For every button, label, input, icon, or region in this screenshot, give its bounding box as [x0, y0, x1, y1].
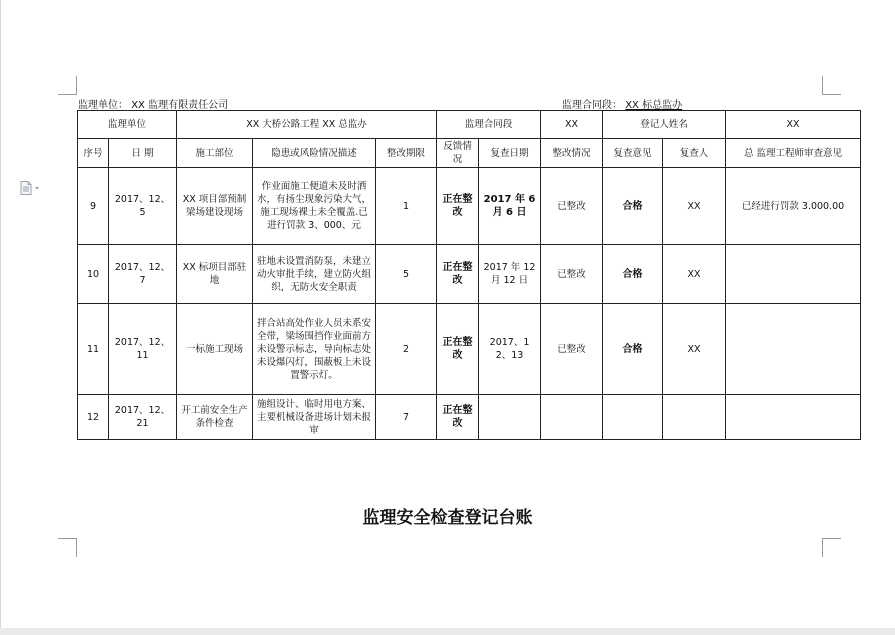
top-registrant-label[interactable]: 登记人姓名	[603, 111, 726, 139]
col-header-reviewer[interactable]: 复查人	[663, 139, 726, 168]
top-registrant-value[interactable]: XX	[726, 111, 861, 139]
cell-no[interactable]: 9	[78, 168, 109, 245]
cell-location[interactable]: 开工前安全生产条件检查	[177, 395, 253, 440]
col-header-opinion[interactable]: 复查意见	[603, 139, 663, 168]
cell-feedback[interactable]: 正在整改	[437, 168, 479, 245]
cell-chief-opinion[interactable]: 已经进行罚款 3.000.00	[726, 168, 861, 245]
cell-review-date[interactable]	[479, 395, 541, 440]
col-header-status[interactable]: 整改情况	[541, 139, 603, 168]
header-contract-label: 监理合同段：	[562, 100, 622, 111]
cell-status[interactable]	[541, 395, 603, 440]
cell-opinion[interactable]	[603, 395, 663, 440]
cell-status[interactable]: 已整改	[541, 304, 603, 395]
cell-review-date[interactable]: 2017 年 12 月 12 日	[479, 245, 541, 304]
cell-chief-opinion[interactable]	[726, 245, 861, 304]
top-contract-value[interactable]: XX	[541, 111, 603, 139]
col-header-feedback[interactable]: 反馈情况	[437, 139, 479, 168]
cell-deadline[interactable]: 2	[376, 304, 437, 395]
cell-chief-opinion[interactable]	[726, 304, 861, 395]
cell-status[interactable]: 已整改	[541, 168, 603, 245]
table-row	[78, 304, 861, 395]
table-row	[78, 245, 861, 304]
cell-feedback[interactable]: 正在整改	[437, 395, 479, 440]
cell-date[interactable]: 2017、12、11	[109, 304, 177, 395]
top-unit-value[interactable]: XX 大桥公路工程 XX 总监办	[177, 111, 437, 139]
cell-opinion[interactable]: 合格	[603, 304, 663, 395]
col-header-description[interactable]: 隐患或风险情况描述	[253, 139, 376, 168]
crop-mark-top-right	[822, 76, 841, 95]
top-unit-label[interactable]: 监理单位	[78, 111, 177, 139]
chevron-down-icon	[35, 187, 39, 190]
cell-reviewer[interactable]	[663, 395, 726, 440]
cell-location[interactable]: XX 标项目部驻地	[177, 245, 253, 304]
cell-date[interactable]: 2017、12、21	[109, 395, 177, 440]
cell-no[interactable]: 12	[78, 395, 109, 440]
cell-feedback[interactable]: 正在整改	[437, 245, 479, 304]
page-left-edge	[0, 0, 1, 628]
cell-feedback[interactable]: 正在整改	[437, 304, 479, 395]
cell-deadline[interactable]: 1	[376, 168, 437, 245]
cell-review-date[interactable]: 2017 年 6 月 6 日	[479, 168, 541, 245]
col-header-review-date[interactable]: 复查日期	[479, 139, 541, 168]
cell-review-date[interactable]: 2017、12、13	[479, 304, 541, 395]
cell-description[interactable]: 拌合站高处作业人员未系安全带，梁场围挡作业面前方未设警示标志，导向标志处未设爆闪灯，围蔽板上未设置警示灯。	[253, 304, 376, 395]
cell-no[interactable]: 11	[78, 304, 109, 395]
page-bottom-strip	[0, 628, 895, 635]
document-icon	[20, 181, 42, 195]
table-info-row	[78, 111, 861, 139]
table-row	[78, 168, 861, 245]
crop-mark-bottom-left	[58, 538, 77, 557]
header-contract-section	[562, 96, 682, 111]
header-supervision-unit	[78, 96, 228, 111]
cell-opinion[interactable]: 合格	[603, 168, 663, 245]
cell-description[interactable]: 作业面施工便道未及时洒水，有扬尘现象污染大气，施工现场裸土未全覆盖.已进行罚款 3、000、元	[253, 168, 376, 245]
cell-status[interactable]: 已整改	[541, 245, 603, 304]
cell-description[interactable]: 驻地未设置消防泵，未建立动火审批手续，建立防火组织，无防火安全职责	[253, 245, 376, 304]
cell-deadline[interactable]: 5	[376, 245, 437, 304]
top-contract-label[interactable]: 监理合同段	[437, 111, 541, 139]
col-header-no[interactable]: 序号	[78, 139, 109, 168]
crop-mark-top-left	[58, 76, 77, 95]
table-row	[78, 395, 861, 440]
header-contract-value: XX 标总监办	[625, 100, 683, 111]
cell-deadline[interactable]: 7	[376, 395, 437, 440]
col-header-chief-opinion[interactable]: 总 监理工程师审查意见	[726, 139, 861, 168]
cell-date[interactable]: 2017、12、7	[109, 245, 177, 304]
cell-chief-opinion[interactable]	[726, 395, 861, 440]
inspection-ledger-table	[77, 110, 861, 440]
cell-location[interactable]: 一标施工现场	[177, 304, 253, 395]
crop-mark-bottom-right	[822, 538, 841, 557]
cell-date[interactable]: 2017、12、5	[109, 168, 177, 245]
header-unit-value: XX 监理有限责任公司	[131, 100, 229, 111]
cell-reviewer[interactable]: XX	[663, 304, 726, 395]
col-header-deadline[interactable]: 整改期限	[376, 139, 437, 168]
cell-location[interactable]: XX 项目部预制梁场建设现场	[177, 168, 253, 245]
table-header-row	[78, 139, 861, 168]
document-options-button[interactable]	[20, 180, 42, 194]
document-title: 监理安全检查登记台账	[362, 508, 533, 528]
header-unit-label: 监理单位：	[78, 100, 128, 111]
cell-reviewer[interactable]: XX	[663, 245, 726, 304]
cell-opinion[interactable]: 合格	[603, 245, 663, 304]
cell-no[interactable]: 10	[78, 245, 109, 304]
cell-reviewer[interactable]: XX	[663, 168, 726, 245]
col-header-date[interactable]: 日 期	[109, 139, 177, 168]
col-header-location[interactable]: 施工部位	[177, 139, 253, 168]
cell-description[interactable]: 施组设计、临时用电方案、主要机械设备进场计划未报审	[253, 395, 376, 440]
